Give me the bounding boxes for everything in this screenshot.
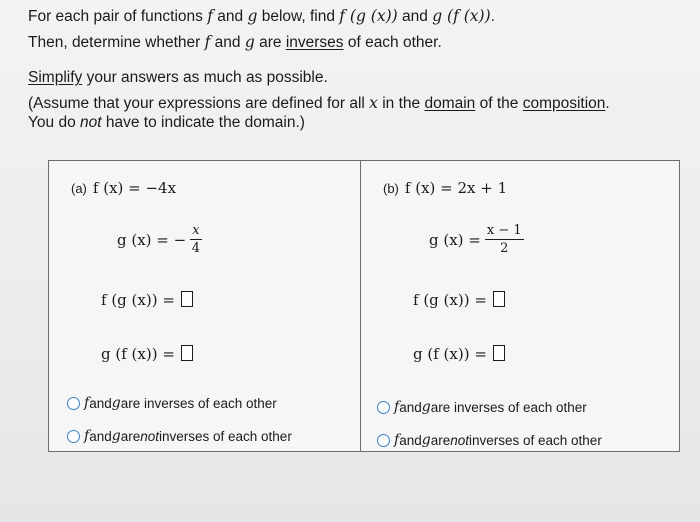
part-b-radio-inverses[interactable] — [377, 401, 390, 414]
part-b-f-expression: f (x) = 2x + 1 — [404, 179, 508, 197]
part-b-g-definition — [429, 223, 524, 256]
part-b-g-of-f-label: g (f (x)) = — [413, 345, 487, 363]
part-a-g-of-f-answer-box[interactable] — [181, 345, 193, 361]
instruction-text: are — [254, 34, 286, 51]
f-symbol: f — [207, 7, 213, 25]
instruction-text: below, find — [257, 8, 340, 25]
column-divider — [360, 161, 361, 451]
part-b-f-of-g-label: f (g (x)) = — [413, 291, 487, 309]
g-symbol: g — [111, 395, 121, 411]
g-symbol: g — [421, 399, 431, 415]
part-a-option-not-inverses[interactable] — [67, 428, 292, 444]
f-symbol: f — [394, 399, 400, 415]
part-a-g-of-f-label: g (f (x)) = — [101, 345, 175, 363]
g-symbol: g — [247, 7, 258, 25]
fraction-numerator: x − 1 — [486, 223, 522, 238]
part-b-f-of-g-row — [413, 291, 505, 309]
not-emphasis: not — [450, 432, 469, 448]
instruction-text: in the — [377, 95, 425, 112]
part-a-f-of-g-row — [101, 291, 193, 309]
g-of-f-expression: g (f (x)) — [432, 7, 491, 25]
not-emphasis: not — [140, 428, 159, 444]
instruction-text: and — [397, 8, 433, 25]
fraction-denominator: 2 — [500, 241, 509, 256]
part-b-f-definition — [383, 179, 507, 197]
part-b-option-inverses[interactable] — [377, 399, 587, 415]
g-symbol: g — [111, 428, 121, 444]
option-text: and — [399, 399, 422, 415]
instruction-text: of the — [475, 95, 523, 112]
part-b-f-of-g-answer-box[interactable] — [493, 291, 505, 307]
f-of-g-expression: f (g (x)) — [339, 7, 398, 25]
fraction-denominator: 4 — [191, 241, 201, 256]
instruction-text: and — [212, 8, 248, 25]
g-symbol: g — [244, 33, 255, 51]
instruction-line-2 — [28, 33, 442, 52]
instruction-line-5 — [28, 114, 305, 132]
option-text: and — [89, 395, 112, 411]
part-a-label: (a) — [71, 181, 87, 196]
part-b-label: (b) — [383, 181, 399, 196]
instruction-text: . — [605, 95, 610, 112]
g-symbol: g — [421, 432, 431, 448]
part-a-g-lhs: g (x) = − — [117, 230, 187, 249]
part-a-f-definition — [71, 179, 176, 197]
option-text: are — [430, 432, 451, 448]
instruction-line-4 — [28, 94, 610, 113]
option-text: are inverses of each other — [120, 395, 277, 411]
option-text: are inverses of each other — [430, 399, 587, 415]
part-a-g-of-f-row — [101, 345, 193, 363]
option-text: inverses of each other — [158, 428, 292, 444]
instruction-text: You do — [28, 114, 81, 131]
part-a-f-of-g-label: f (g (x)) = — [101, 291, 175, 309]
option-text: inverses of each other — [468, 432, 602, 448]
answer-table — [48, 160, 680, 452]
composition-link[interactable]: composition — [522, 95, 606, 112]
instruction-text: have to indicate the domain.) — [101, 114, 305, 131]
instruction-text: and — [210, 34, 245, 51]
inverses-link[interactable]: inverses — [285, 34, 344, 51]
part-a-f-expression: f (x) = −4x — [92, 179, 177, 197]
part-b-radio-not-inverses[interactable] — [377, 434, 390, 447]
instruction-text: your answers as much as possible. — [82, 69, 328, 86]
part-a-g-definition — [117, 223, 202, 256]
f-symbol: f — [394, 432, 400, 448]
not-emphasis: not — [80, 114, 102, 131]
instruction-line-1 — [28, 7, 495, 26]
option-text: and — [399, 432, 422, 448]
simplify-link[interactable]: Simplify — [28, 69, 83, 86]
part-b-g-lhs: g (x) = — [429, 230, 481, 249]
part-a-radio-not-inverses[interactable] — [67, 430, 80, 443]
instruction-text: . — [490, 8, 495, 25]
instruction-text: For each pair of functions — [28, 8, 208, 25]
part-a-g-fraction — [190, 223, 201, 256]
fraction-numerator: x — [192, 223, 200, 238]
instruction-text: of each other. — [343, 34, 442, 51]
part-b-option-not-inverses[interactable] — [377, 432, 602, 448]
part-a-radio-inverses[interactable] — [67, 397, 80, 410]
domain-link[interactable]: domain — [424, 95, 476, 112]
part-b-g-fraction — [485, 223, 524, 256]
part-b-g-of-f-answer-box[interactable] — [493, 345, 505, 361]
part-a-f-of-g-answer-box[interactable] — [181, 291, 193, 307]
part-b-g-of-f-row — [413, 345, 505, 363]
f-symbol: f — [84, 395, 90, 411]
instruction-text: Then, determine whether — [28, 34, 205, 51]
option-text: and — [89, 428, 112, 444]
f-symbol: f — [84, 428, 90, 444]
x-symbol: x — [369, 94, 378, 112]
instruction-line-3 — [28, 69, 328, 87]
part-a-option-inverses[interactable] — [67, 395, 277, 411]
f-symbol: f — [204, 33, 211, 51]
instruction-text: (Assume that your expressions are defined for all — [28, 95, 370, 112]
option-text: are — [120, 428, 141, 444]
